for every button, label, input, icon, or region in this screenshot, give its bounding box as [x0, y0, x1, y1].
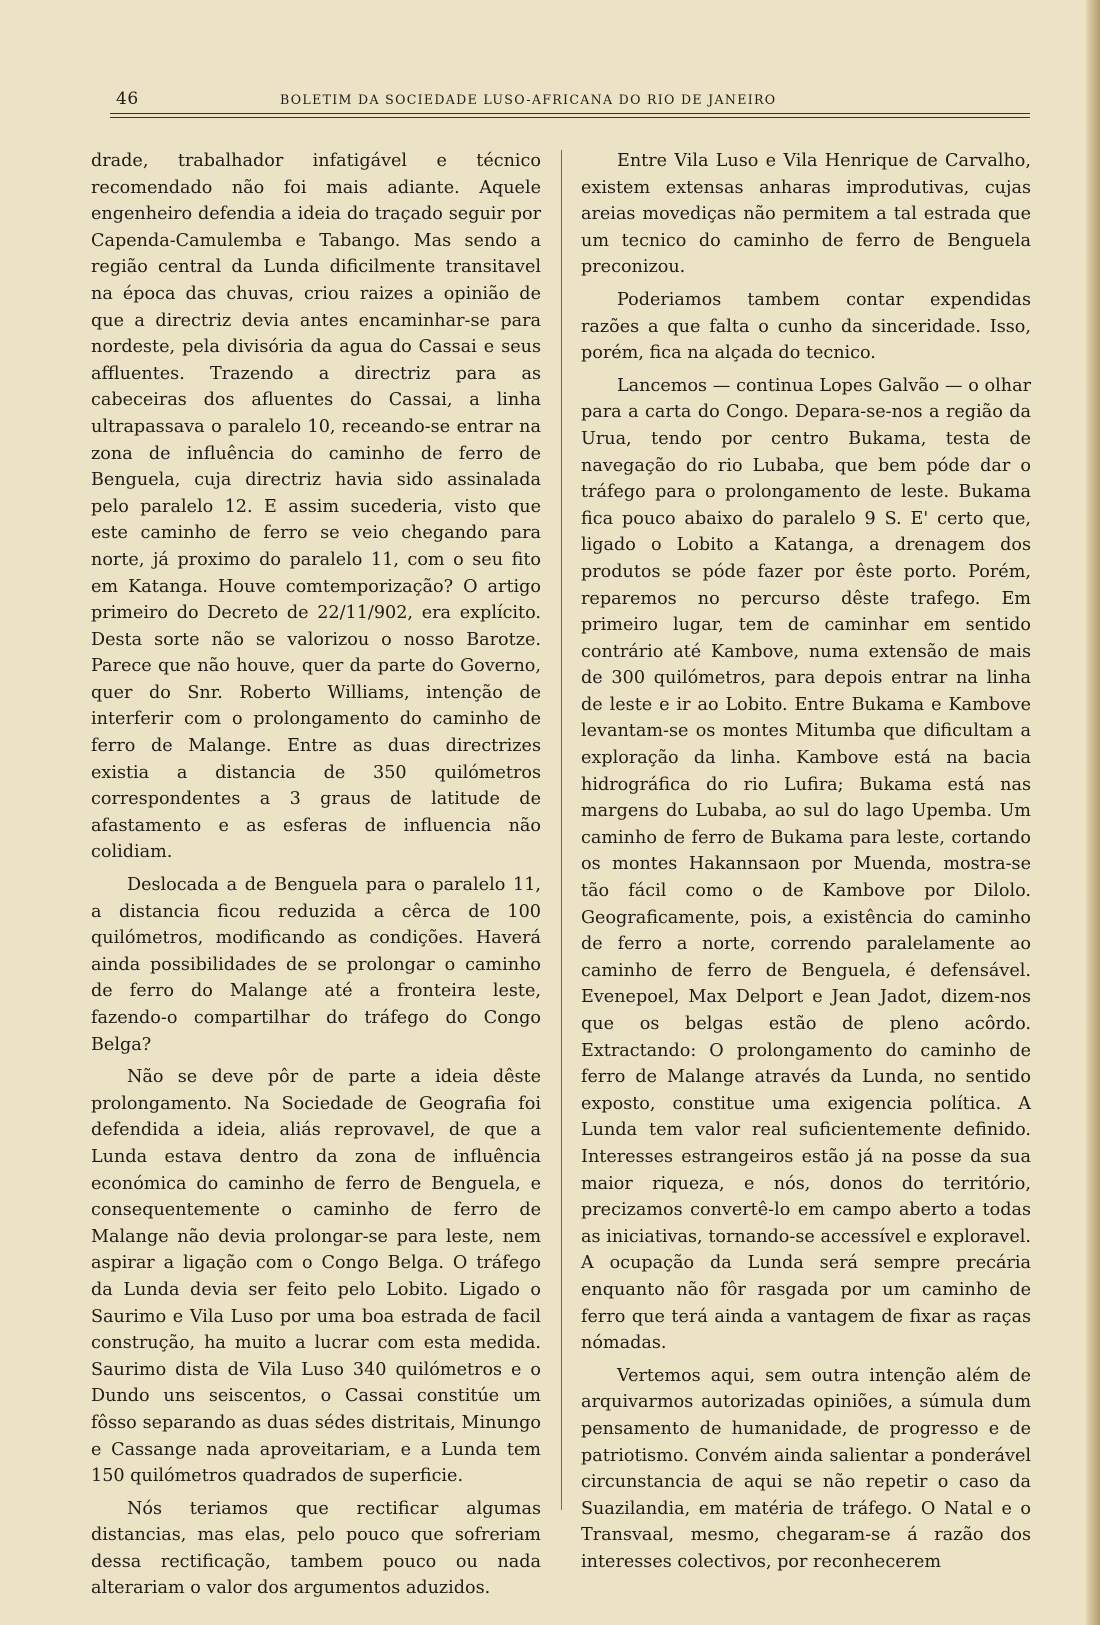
right-column [581, 148, 1031, 1581]
paragraph: Não se deve pôr de parte a ideia dêste prolongamento. Na Sociedade de Geografia foi defendida a ideia, aliás reprovavel, de que a Lunda estava dentro da zona de influência económica do caminho de ferro de Benguela, e consequentemente o caminho de ferro de Malange não devia prolongar-se para leste, nem aspirar a ligação com o Congo Belga. O tráfego da Lunda devia ser feito pelo Lobito. Ligado o Saurimo e Vila Luso por uma boa estrada de facil construção, ha muito a lucrar com esta medida. Saurimo dista de Vila Luso 340 quilómetros e o Dundo uns seiscentos, o Cassai constitúe um fôsso separando as duas sédes distritais, Minungo e Cassange nada aproveitariam, e a Lunda tem 150 quilómetros quadrados de superficie. [91, 1067, 541, 1487]
paragraph: Nós teriamos que rectificar algumas distancias, mas elas, pelo pouco que sofreriam dessa rectificação, tambem pouco ou nada alterariam o valor dos argumentos aduzidos. [91, 1498, 541, 1599]
paragraph: Deslocada a de Benguela para o paralelo 11, a distancia ficou reduzida a cêrca de 100 quilómetros, modificando as condições. Haverá ainda possibilidades de se prolongar o caminho de ferro do Malange até a fronteira leste, fazendo-o compartilhar do tráfego do Congo Belga? [91, 875, 541, 1055]
paragraph: Entre Vila Luso e Vila Henrique de Carvalho, existem extensas anharas improdutivas, cujas areias movediças não permitem a tal estrada que um tecnico do caminho de ferro de Benguela preconizou. [581, 151, 1031, 278]
page-header [110, 89, 1030, 115]
page-edge [1086, 0, 1100, 1625]
header-rule-bottom [110, 117, 1030, 118]
column-divider [561, 150, 562, 1510]
paragraph: Poderiamos tambem contar expendidas razões a que falta o cunho da sinceridade. Isso, porém, fica na alçada do tecnico. [581, 289, 1031, 364]
left-column [91, 148, 541, 1608]
paragraph: Lancemos — continua Lopes Galvão — o olhar para a carta do Congo. Depara-se-nos a região da Urua, tendo por centro Bukama, testa de navegação do rio Lubaba, que bem póde dar o tráfego para o prolongamento de leste. Bukama fica pouco abaixo do paralelo 9 S. E' certo que, ligado o Lobito a Katanga, a drenagem dos produtos se póde fazer por êste porto. Porém, reparemos no percurso dêste trafego. Em primeiro lugar, tem de caminhar em sentido contrário até Kambove, numa extensão de mais de 300 quilómetros, para depois entrar na linha de leste e ir ao Lobito. Entre Bukama e Kambove levantam-se os montes Mitumba que dificultam a exploração da linha. Kambove está na bacia hidrográfica do rio Lufira; Bukama está nas margens do Lubaba, ao sul do lago Upemba. Um caminho de ferro de Bukama para leste, cortando os montes Hakannsaon por Muenda, mostra-se tão fácil como o de Kambove por Dilolo. Geograficamente, pois, a existência do caminho de ferro a norte, correndo paralelamente ao caminho de ferro de Benguela, é defensável. Evenepoel, Max Delport e Jean Jadot, dizem-nos que os belgas estão de pleno acôrdo. Extractando: O prolongamento do caminho de ferro de Malange através da Lunda, no sentido exposto, constitue uma exigencia política. A Lunda tem valor real suficientemente definido. Interesses estrangeiros estão já na posse da sua maior riqueza, e nós, donos do território, precizamos convertê-lo em campo aberto a todas as iniciativas, tornando-se accessível e exploravel. A ocupação da Lunda será sempre precária enquanto não fôr rasgada por um caminho de ferro que terá ainda a vantagem de fixar as raças nómadas. [581, 375, 1031, 1354]
page-number: 46 [116, 89, 139, 109]
paragraph: Vertemos aqui, sem outra intenção além de arquivarmos autorizadas opiniões, a súmula dum pensamento de humanidade, de progresso e de patriotismo. Convém ainda salientar a ponderável circunstancia de aqui se não repetir o caso da Suazilandia, em matéria de tráfego. O Natal e o Transvaal, mesmo, chegaram-se á razão dos interesses colectivos, por reconhecerem [581, 1365, 1031, 1572]
paragraph: drade, trabalhador infatigável e técnico recomendado não foi mais adiante. Aquele engenheiro defendia a ideia do traçado seguir por Capenda-Camulemba e Tabango. Mas sendo a região central da Lunda dificilmente transitavel na época das chuvas, criou raizes a opinião de que a directriz devia antes encaminhar-se para nordeste, pela divisória da agua do Cassai e seus affluentes. Trazendo a directriz para as cabeceiras dos afluentes do Cassai, a linha ultrapassava o paralelo 10, receando-se entrar na zona de influência do caminho de ferro de Benguela, cuja directriz havia sido assinalada pelo paralelo 12. E assim sucederia, visto que este caminho de ferro se veio chegando para norte, já proximo do paralelo 11, com o seu fito em Katanga. Houve comtemporização? O artigo primeiro do Decreto de 22/11/902, era explícito. Desta sorte não se valorizou o nosso Barotze. Parece que não houve, quer da parte do Governo, quer do Snr. Roberto Williams, intenção de interferir com o prolongamento do caminho de ferro de Malange. Entre as duas directrizes existia a distancia de 350 quilómetros correspondentes a 3 graus de latitude de afastamento e as esferas de influencia não colidiam. [91, 151, 541, 863]
header-rule-top [110, 113, 1030, 114]
running-title: BOLETIM DA SOCIEDADE LUSO-AFRICANA DO RIO DE JANEIRO [280, 92, 777, 107]
